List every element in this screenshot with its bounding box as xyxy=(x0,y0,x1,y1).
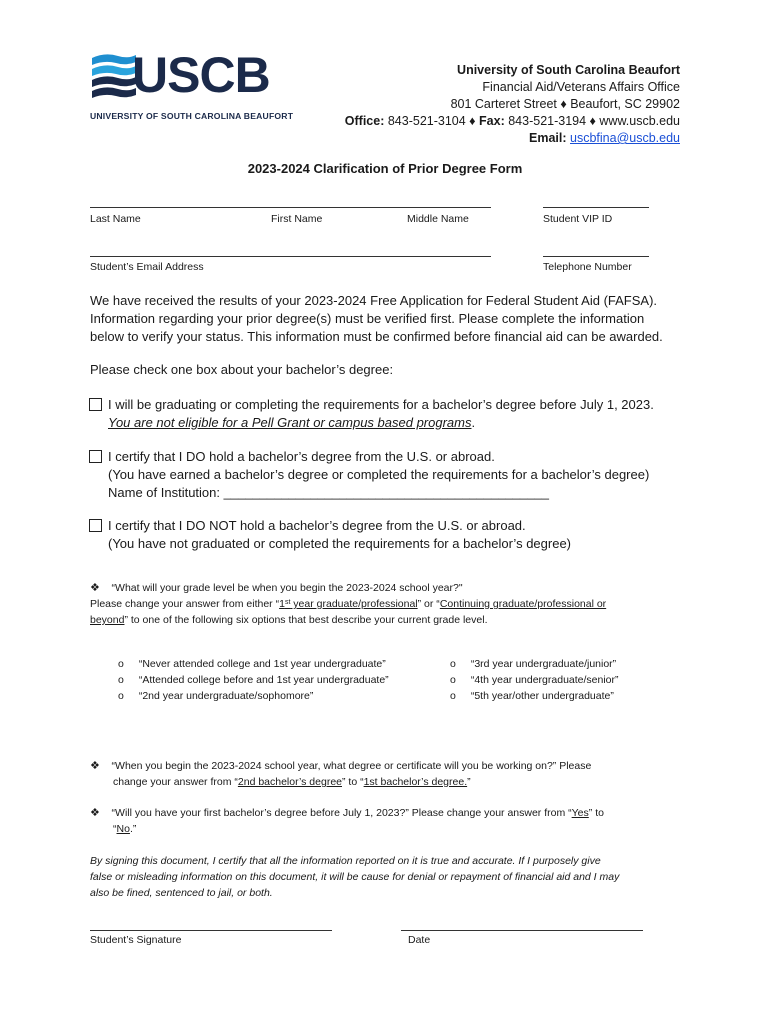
option-do-hold-note: (You have earned a bachelor’s degree or completed the requirements for a bachelor’s degree) xyxy=(108,467,650,482)
vip-id-label: Student VIP ID xyxy=(543,213,613,225)
q1-line3-b: ” to one of the following six options that best describe your current grade level. xyxy=(124,614,488,626)
logo-subtitle: UNIVERSITY OF SOUTH CAROLINA BEAUFORT xyxy=(90,111,294,121)
email-address-line[interactable] xyxy=(90,256,491,257)
telephone-label: Telephone Number xyxy=(543,261,632,273)
email-label: Email: xyxy=(529,131,567,145)
grade-options-right xyxy=(450,656,619,704)
diamond-bullet-icon: ❖ xyxy=(90,806,100,819)
option-do-hold xyxy=(108,448,649,502)
option-do-hold-label: I certify that I DO hold a bachelor’s degree from the U.S. or abroad. xyxy=(108,449,495,464)
q3-line1-a: “Will you have your first bachelor’s degree before July 1, 2023?” Please change your answer from “ xyxy=(111,807,572,819)
grade-option-text: “2nd year undergraduate/sophomore” xyxy=(138,690,314,702)
email-line xyxy=(345,130,680,147)
q2-line2-a: change your answer from “ xyxy=(113,776,238,788)
q2-block xyxy=(90,758,591,790)
vip-id-line[interactable] xyxy=(543,207,649,208)
circle-bullet-icon: o xyxy=(118,658,124,670)
q2-line2-c: ” to “ xyxy=(342,776,364,788)
phone-line xyxy=(345,113,680,130)
q1-line2-sup: st xyxy=(284,599,291,606)
q3-block xyxy=(90,805,604,837)
intro-paragraph xyxy=(90,292,663,346)
circle-bullet-icon: o xyxy=(450,690,456,702)
circle-bullet-icon: o xyxy=(450,658,456,670)
grade-option-text: “5th year/other undergraduate” xyxy=(470,690,614,702)
q1-line3-a: beyond xyxy=(90,614,125,626)
q2-line-1: “When you begin the 2023-2024 school year, what degree or certificate will you be working on?” Please xyxy=(111,760,592,772)
intro-line-2: Information regarding your prior degree(s) must be verified first. Please complete the information xyxy=(90,311,645,326)
uscb-logo xyxy=(90,47,310,124)
q1-question: “What will your grade level be when you begin the 2023-2024 school year?" xyxy=(111,582,463,594)
telephone-line[interactable] xyxy=(543,256,649,257)
certification-statement xyxy=(90,853,619,901)
q1-line2-d: Continuing graduate/professional or xyxy=(439,598,607,610)
name-line[interactable] xyxy=(90,207,491,208)
q3-line2-b: No xyxy=(116,823,130,835)
date-line[interactable] xyxy=(401,930,643,931)
diamond-bullet-icon: ❖ xyxy=(90,759,100,772)
grade-option xyxy=(450,688,619,704)
fax-label: Fax: xyxy=(479,114,505,128)
logo-letters: USCB xyxy=(132,47,270,103)
certify-line-1: By signing this document, I certify that all the information reported on it is true and accurate. If I purposely give xyxy=(90,855,601,867)
signature-label: Student’s Signature xyxy=(90,934,182,946)
circle-bullet-icon: o xyxy=(450,674,456,686)
q1-line2-b: year graduate/professional xyxy=(290,598,418,610)
certify-line-3: also be fined, sentenced to jail, or both. xyxy=(90,887,273,899)
email-address-label: Student’s Email Address xyxy=(90,261,204,273)
intro-line-1: We have received the results of your 2023-2024 Free Application for Federal Student Aid (FAFSA). xyxy=(90,293,658,308)
certify-line-2: false or misleading information on this document, it will be cause for denial or repayment of financial aid and I may xyxy=(90,871,620,883)
date-label: Date xyxy=(408,934,431,946)
first-name-label: First Name xyxy=(271,213,323,225)
intro-line-3: below to verify your status. This information must be confirmed before financial aid can be awarded. xyxy=(90,329,663,344)
grade-option-text: “Attended college before and 1st year undergraduate” xyxy=(138,674,389,686)
last-name-label: Last Name xyxy=(90,213,141,225)
q2-line2-e: ” xyxy=(467,776,471,788)
q3-line2-c: .” xyxy=(129,823,137,835)
check-prompt: Please check one box about your bachelor’s degree: xyxy=(90,362,394,377)
option-do-not-hold-label: I certify that I DO NOT hold a bachelor’s degree from the U.S. or abroad. xyxy=(108,518,526,533)
option-do-not-hold-note: (You have not graduated or completed the requirements for a bachelor’s degree) xyxy=(108,536,571,551)
pell-note: You are not eligible for a Pell Grant or campus based programs xyxy=(108,415,472,430)
q1-line2-num: 1 xyxy=(279,598,285,610)
option-do-not-hold xyxy=(108,517,571,553)
q3-line1-b: Yes xyxy=(571,807,589,819)
checkbox-do-hold[interactable] xyxy=(89,450,102,463)
option-graduating xyxy=(108,396,654,432)
grade-options-left xyxy=(118,656,389,704)
checkbox-do-not-hold[interactable] xyxy=(89,519,102,532)
grade-option-text: “4th year undergraduate/senior” xyxy=(470,674,619,686)
q3-line2-a: “ xyxy=(113,823,117,835)
university-name: University of South Carolina Beaufort xyxy=(457,63,680,77)
q2-line2-b: 2nd bachelor’s degree xyxy=(237,776,342,788)
grade-option xyxy=(118,688,389,704)
circle-bullet-icon: o xyxy=(118,690,124,702)
institution-field[interactable]: Name of Institution: _____________________________________________ xyxy=(108,485,549,500)
diamond-bullet-icon: ❖ xyxy=(90,581,100,594)
q2-line2-d: 1st bachelor’s degree. xyxy=(363,776,468,788)
q1-line2-c: ” or “ xyxy=(417,598,440,610)
pell-note-end: . xyxy=(471,415,476,430)
email-link[interactable]: uscbfina@uscb.edu xyxy=(570,131,680,145)
checkbox-graduating[interactable] xyxy=(89,398,102,411)
grade-option xyxy=(450,656,619,672)
office-phone: 843-521-3104 ♦ xyxy=(387,114,476,128)
office-address: 801 Carteret Street ♦ Beaufort, SC 29902 xyxy=(450,97,680,111)
grade-option xyxy=(450,672,619,688)
office-name: Financial Aid/Veterans Affairs Office xyxy=(482,80,680,94)
q1-line2-a: Please change your answer from either “ xyxy=(90,598,280,610)
circle-bullet-icon: o xyxy=(118,674,124,686)
fax-phone: 843-521-3194 ♦ www.uscb.edu xyxy=(508,114,680,128)
grade-option xyxy=(118,672,389,688)
q1-block xyxy=(90,580,606,628)
middle-name-label: Middle Name xyxy=(407,213,469,225)
option-graduating-label: I will be graduating or completing the requirements for a bachelor’s degree before July 1, 2023. xyxy=(108,397,654,412)
grade-option-text: “Never attended college and 1st year undergraduate” xyxy=(138,658,386,670)
form-title: 2023-2024 Clarification of Prior Degree Form xyxy=(247,161,523,176)
office-label: Office: xyxy=(344,114,385,128)
grade-option-text: “3rd year undergraduate/junior” xyxy=(470,658,617,670)
q3-line1-c: ” to xyxy=(588,807,604,819)
grade-option xyxy=(118,656,389,672)
signature-line[interactable] xyxy=(90,930,332,931)
contact-block xyxy=(345,62,680,147)
